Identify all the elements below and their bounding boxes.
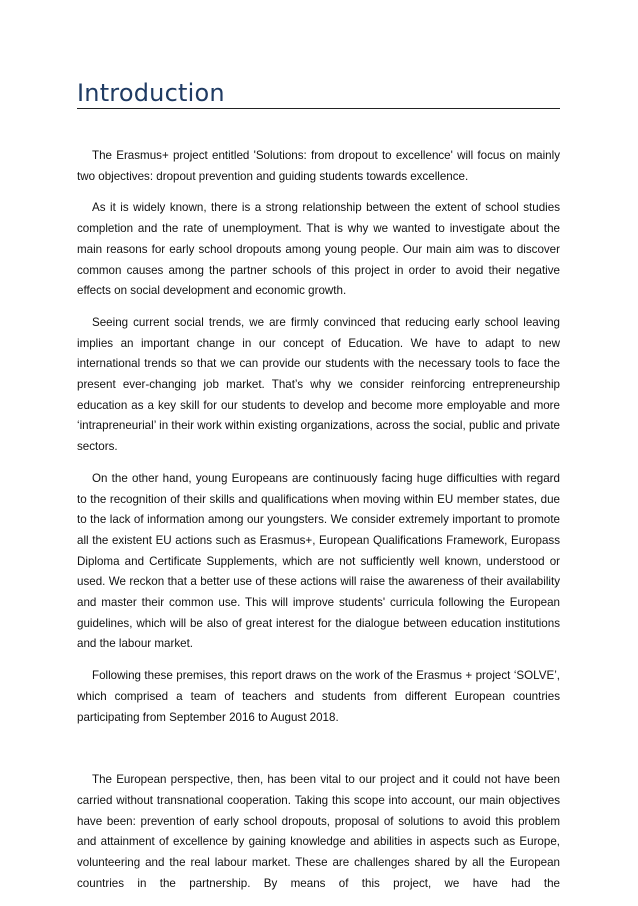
paragraph-objectives: The Erasmus+ project entitled 'Solutions: from dropout to excellence' will focus on mainly two objectives: dropout prevention and guiding students towards excellence. xyxy=(77,149,560,183)
paragraph-social-trends: Seeing current social trends, we are firmly convinced that reducing early school leaving implies an important change in our concept of Education. We have to adapt to new international trends so that we can provide our students with the necessary tools to face the present ever-changing job market. That’s why we consider reinforcing entrepreneurship education as a key skill for our students to develop and become more employable and more ‘intrapreneurial’ in their work within existing organizations, across the social, public and private sectors. xyxy=(77,315,560,454)
paragraph-european-perspective: The European perspective, then, has been vital to our project and it could not have been carried without transnational cooperation. Taking this scope into account, our main objectives have been: prevention of early school dropouts, proposal of solutions to avoid this problem and attainment of excellence by gaining knowledge and abilities in aspects such as Europe, volunteering and the real labour market. These are challenges shared by all the European countries in the partnership. By means of this project, we have had the xyxy=(77,773,560,890)
paragraph-dropout-causes: As it is widely known, there is a strong relationship between the extent of school studies completion and the rate of unemployment. That is why we wanted to investigate about the main reasons for early school dropouts among young people. Our main aim was to discover common causes among the partner schools of this project in order to avoid their negative effects on social development and economic growth. xyxy=(77,201,560,298)
paragraph-recognition: On the other hand, young Europeans are continuously facing huge difficulties with regard to the recognition of their skills and qualifications when moving within EU member states, due to the lack of information among our youngsters. We consider extremely important to promote all the existent EU actions such as Erasmus+, European Qualifications Framework, Europass Diploma and Certificate Supplements, which are not sufficiently well known, understood or used. We reckon that a better use of these actions will raise the awareness of their availability and master their common use. This will improve students' curricula following the European guidelines, which will be also of great interest for the dialogue between education institutions and the labour market. xyxy=(77,471,560,651)
body-text xyxy=(77,146,560,906)
paragraph-premises: Following these premises, this report draws on the work of the Erasmus + project ‘SOLVE’, which comprised a team of teachers and students from different European countries participating from September 2016 to August 2018. xyxy=(77,669,560,724)
section-heading: Introduction xyxy=(77,78,560,109)
